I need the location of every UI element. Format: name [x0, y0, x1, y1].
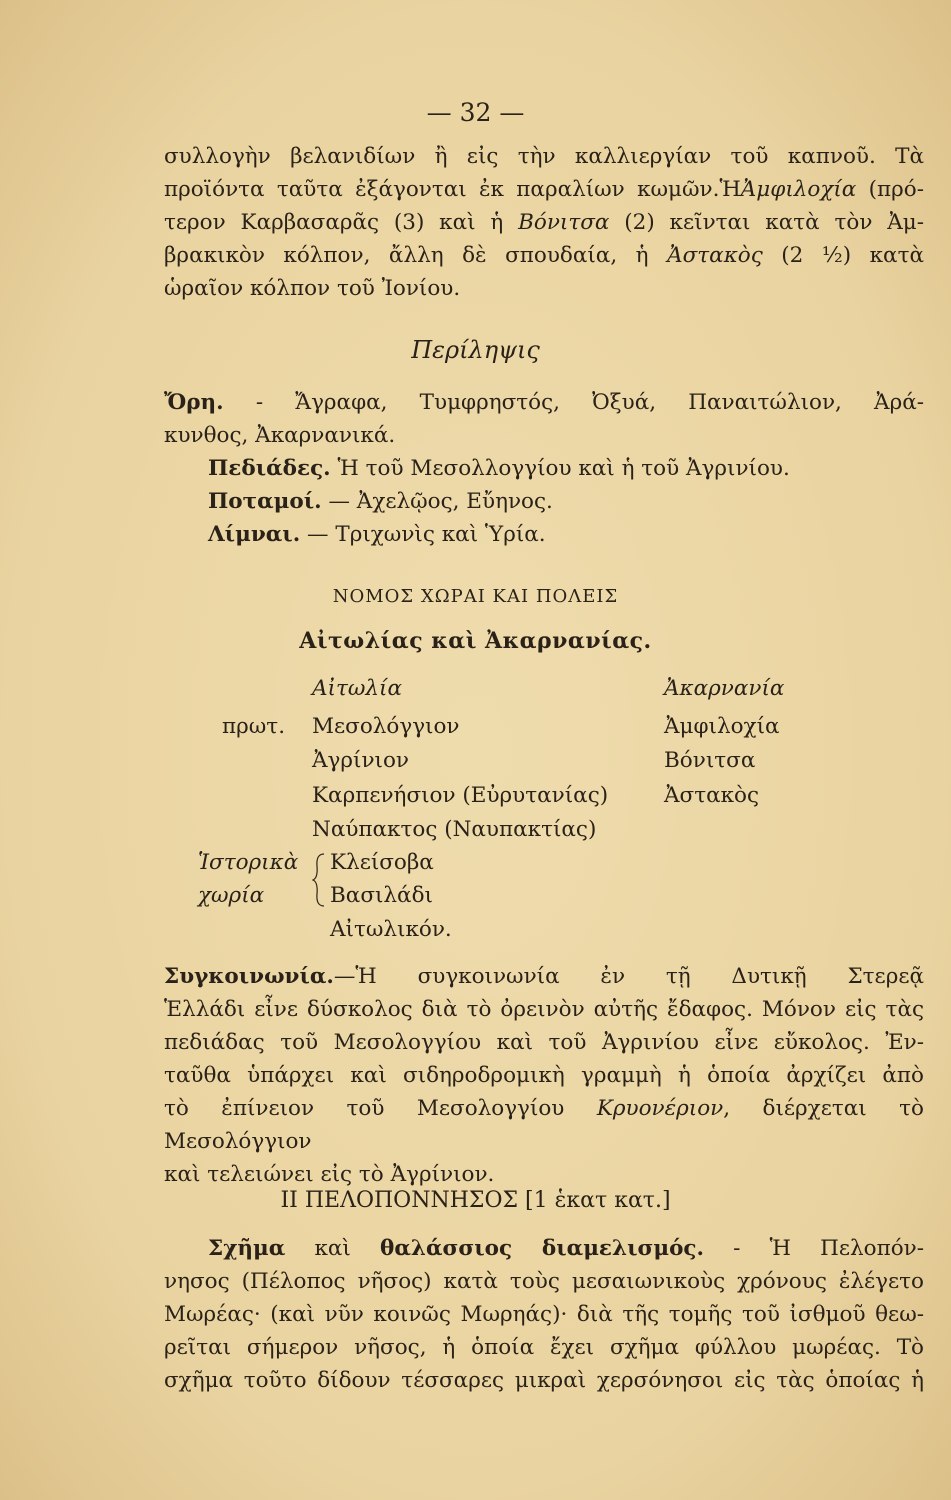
text-line: τὸ ἐπίνειον τοῦ Μεσολογγίου Κρυονέριον, διέρχεται τὸ Μεσολόγγιον	[164, 1096, 924, 1154]
lakes-label: Λίμναι.	[208, 522, 301, 547]
text-line: Συγκοινωνία.—Ἡ συγκοινωνία ἐν τῇ Δυτικῇ Στερεᾷ	[164, 964, 924, 989]
text-line: καὶ τελειώνει εἰς τὸ Ἀγρίνιον.	[164, 1162, 495, 1187]
aetolia-item: Ἀγρίνιον	[312, 748, 409, 773]
text-line: Λίμναι. — Τριχωνὶς καὶ Ὑρία.	[208, 522, 546, 547]
historic-item: Αἰτωλικόν.	[330, 917, 452, 942]
aetolia-item: Ναύπακτος (Ναυπακτίας)	[312, 817, 597, 842]
communication-paragraph	[164, 960, 924, 1191]
text-line: Πεδιάδες. Ἡ τοῦ Μεσολλογγίου καὶ ἡ τοῦ Ἀγρινίου.	[208, 456, 790, 481]
prefecture-subheading: Αἰτωλίας καὶ Ἀκαρνανίας.	[299, 628, 652, 654]
peloponnese-paragraph	[164, 1232, 924, 1397]
communication-label: Συγκοινωνία.	[164, 964, 334, 989]
capital-label: πρωτ.	[222, 714, 286, 739]
text-line: ὡραῖον κόλπον τοῦ Ἰονίου.	[164, 276, 461, 301]
historic-label: Ἱστορικὰ	[198, 850, 299, 875]
historic-item: Βασιλάδι	[330, 883, 433, 908]
text-line: Ὄρη. - Ἄγραφα, Τυμφρηστός, Ὀξυά, Παναιτώλιον, Ἀρά-	[164, 390, 924, 415]
text-line: προϊόντα ταῦτα ἐξάγονται ἐκ παραλίων κωμῶν.ἩἈμφιλοχία (πρό-	[164, 177, 924, 202]
text-line: ρεῖται σήμερον νῆσος, ἡ ὁποία ἔχει σχῆμα φύλλου μωρέας. Τὸ	[164, 1335, 924, 1360]
aetolia-column-head: Αἰτωλία	[312, 676, 402, 701]
brace-icon	[312, 852, 326, 908]
text-line: Μωρέας· (καὶ νῦν κοινῶς Μωρηάς)· διὰ τῆς τομῆς τοῦ ἰσθμοῦ θεω-	[164, 1302, 924, 1327]
shape-label: Σχῆμα	[208, 1236, 286, 1261]
place-name: Βόνιτσα	[518, 210, 610, 235]
text-line: νησος (Πέλοπος νῆσος) κατὰ τοὺς μεσαιωνικοὺς χρόνους ἐλέγετο	[164, 1269, 924, 1294]
acarnania-item: Βόνιτσα	[664, 748, 756, 773]
plains-label: Πεδιάδες.	[208, 456, 331, 481]
acarnania-item: Ἀμφιλοχία	[664, 714, 780, 739]
text-line: κυνθος, Ἀκαρνανικά.	[164, 423, 396, 448]
prefecture-heading: ΝΟΜΟΣ ΧΩΡΑΙ ΚΑΙ ΠΟΛΕΙΣ	[332, 586, 619, 607]
intro-paragraph	[164, 140, 924, 305]
text-line: πεδιάδας τοῦ Μεσολογγίου καὶ τοῦ Ἀγρινίου εἶνε εὔκολος. Ἐν-	[164, 1030, 924, 1055]
text-line: τερον Καρβασαρᾶς (3) καὶ ἡ Βόνιτσα (2) κεῖνται κατὰ τὸν Ἀμ-	[164, 210, 924, 235]
mountains-label: Ὄρη.	[164, 390, 224, 415]
place-name: Ἀστακὸς	[667, 243, 763, 268]
place-name: Ἀμφιλοχία	[740, 177, 857, 202]
acarnania-column-head: Ἀκαρνανία	[664, 676, 785, 701]
coastline-label: θαλάσσιος διαμελισμός.	[380, 1236, 704, 1261]
text-line: βρακικὸν κόλπον, ἄλλη δὲ σπουδαία, ἡ Ἀστακὸς (2 ½) κατὰ	[164, 243, 924, 268]
text-line: Ποταμοί. — Ἀχελῷος, Εὔηνος.	[208, 489, 553, 514]
summary-block	[164, 386, 924, 551]
text-line: σχῆμα τοῦτο δίδουν τέσσαρες μικραὶ χερσόνησοι εἰς τὰς ὁποίας ἡ	[164, 1368, 924, 1393]
summary-heading: Περίληψις	[411, 336, 540, 364]
place-name: Κρυονέριον	[596, 1096, 724, 1121]
text-line: Ἑλλάδι εἶνε δύσκολος διὰ τὸ ὀρεινὸν αὐτῆς ἔδαφος. Μόνον εἰς τὰς	[164, 997, 924, 1022]
text-line: ταῦθα ὑπάρχει καὶ σιδηροδρομικὴ γραμμὴ ἡ ὁποία ἀρχίζει ἀπὸ	[164, 1063, 924, 1088]
section-heading: ΙΙ ΠΕΛΟΠΟΝΝΗΣΟΣ [1 ἑκατ κατ.]	[280, 1188, 671, 1213]
acarnania-item: Ἀστακὸς	[664, 783, 760, 808]
aetolia-item: Μεσολόγγιον	[312, 714, 460, 739]
page-number: — 32 —	[426, 98, 525, 127]
aetolia-item: Καρπενήσιον (Εὐρυτανίας)	[312, 783, 609, 808]
text-line: συλλογὴν βελανιδίων ἢ εἰς τὴν καλλιεργίαν τοῦ καπνοῦ. Τὰ	[164, 144, 924, 169]
historic-item: Κλείσοβα	[330, 850, 434, 875]
rivers-label: Ποταμοί.	[208, 489, 322, 514]
historic-label: χωρία	[198, 883, 265, 908]
text-line: Σχῆμα καὶ θαλάσσιος διαμελισμός. - Ἡ Πελοπόν-	[208, 1236, 925, 1261]
